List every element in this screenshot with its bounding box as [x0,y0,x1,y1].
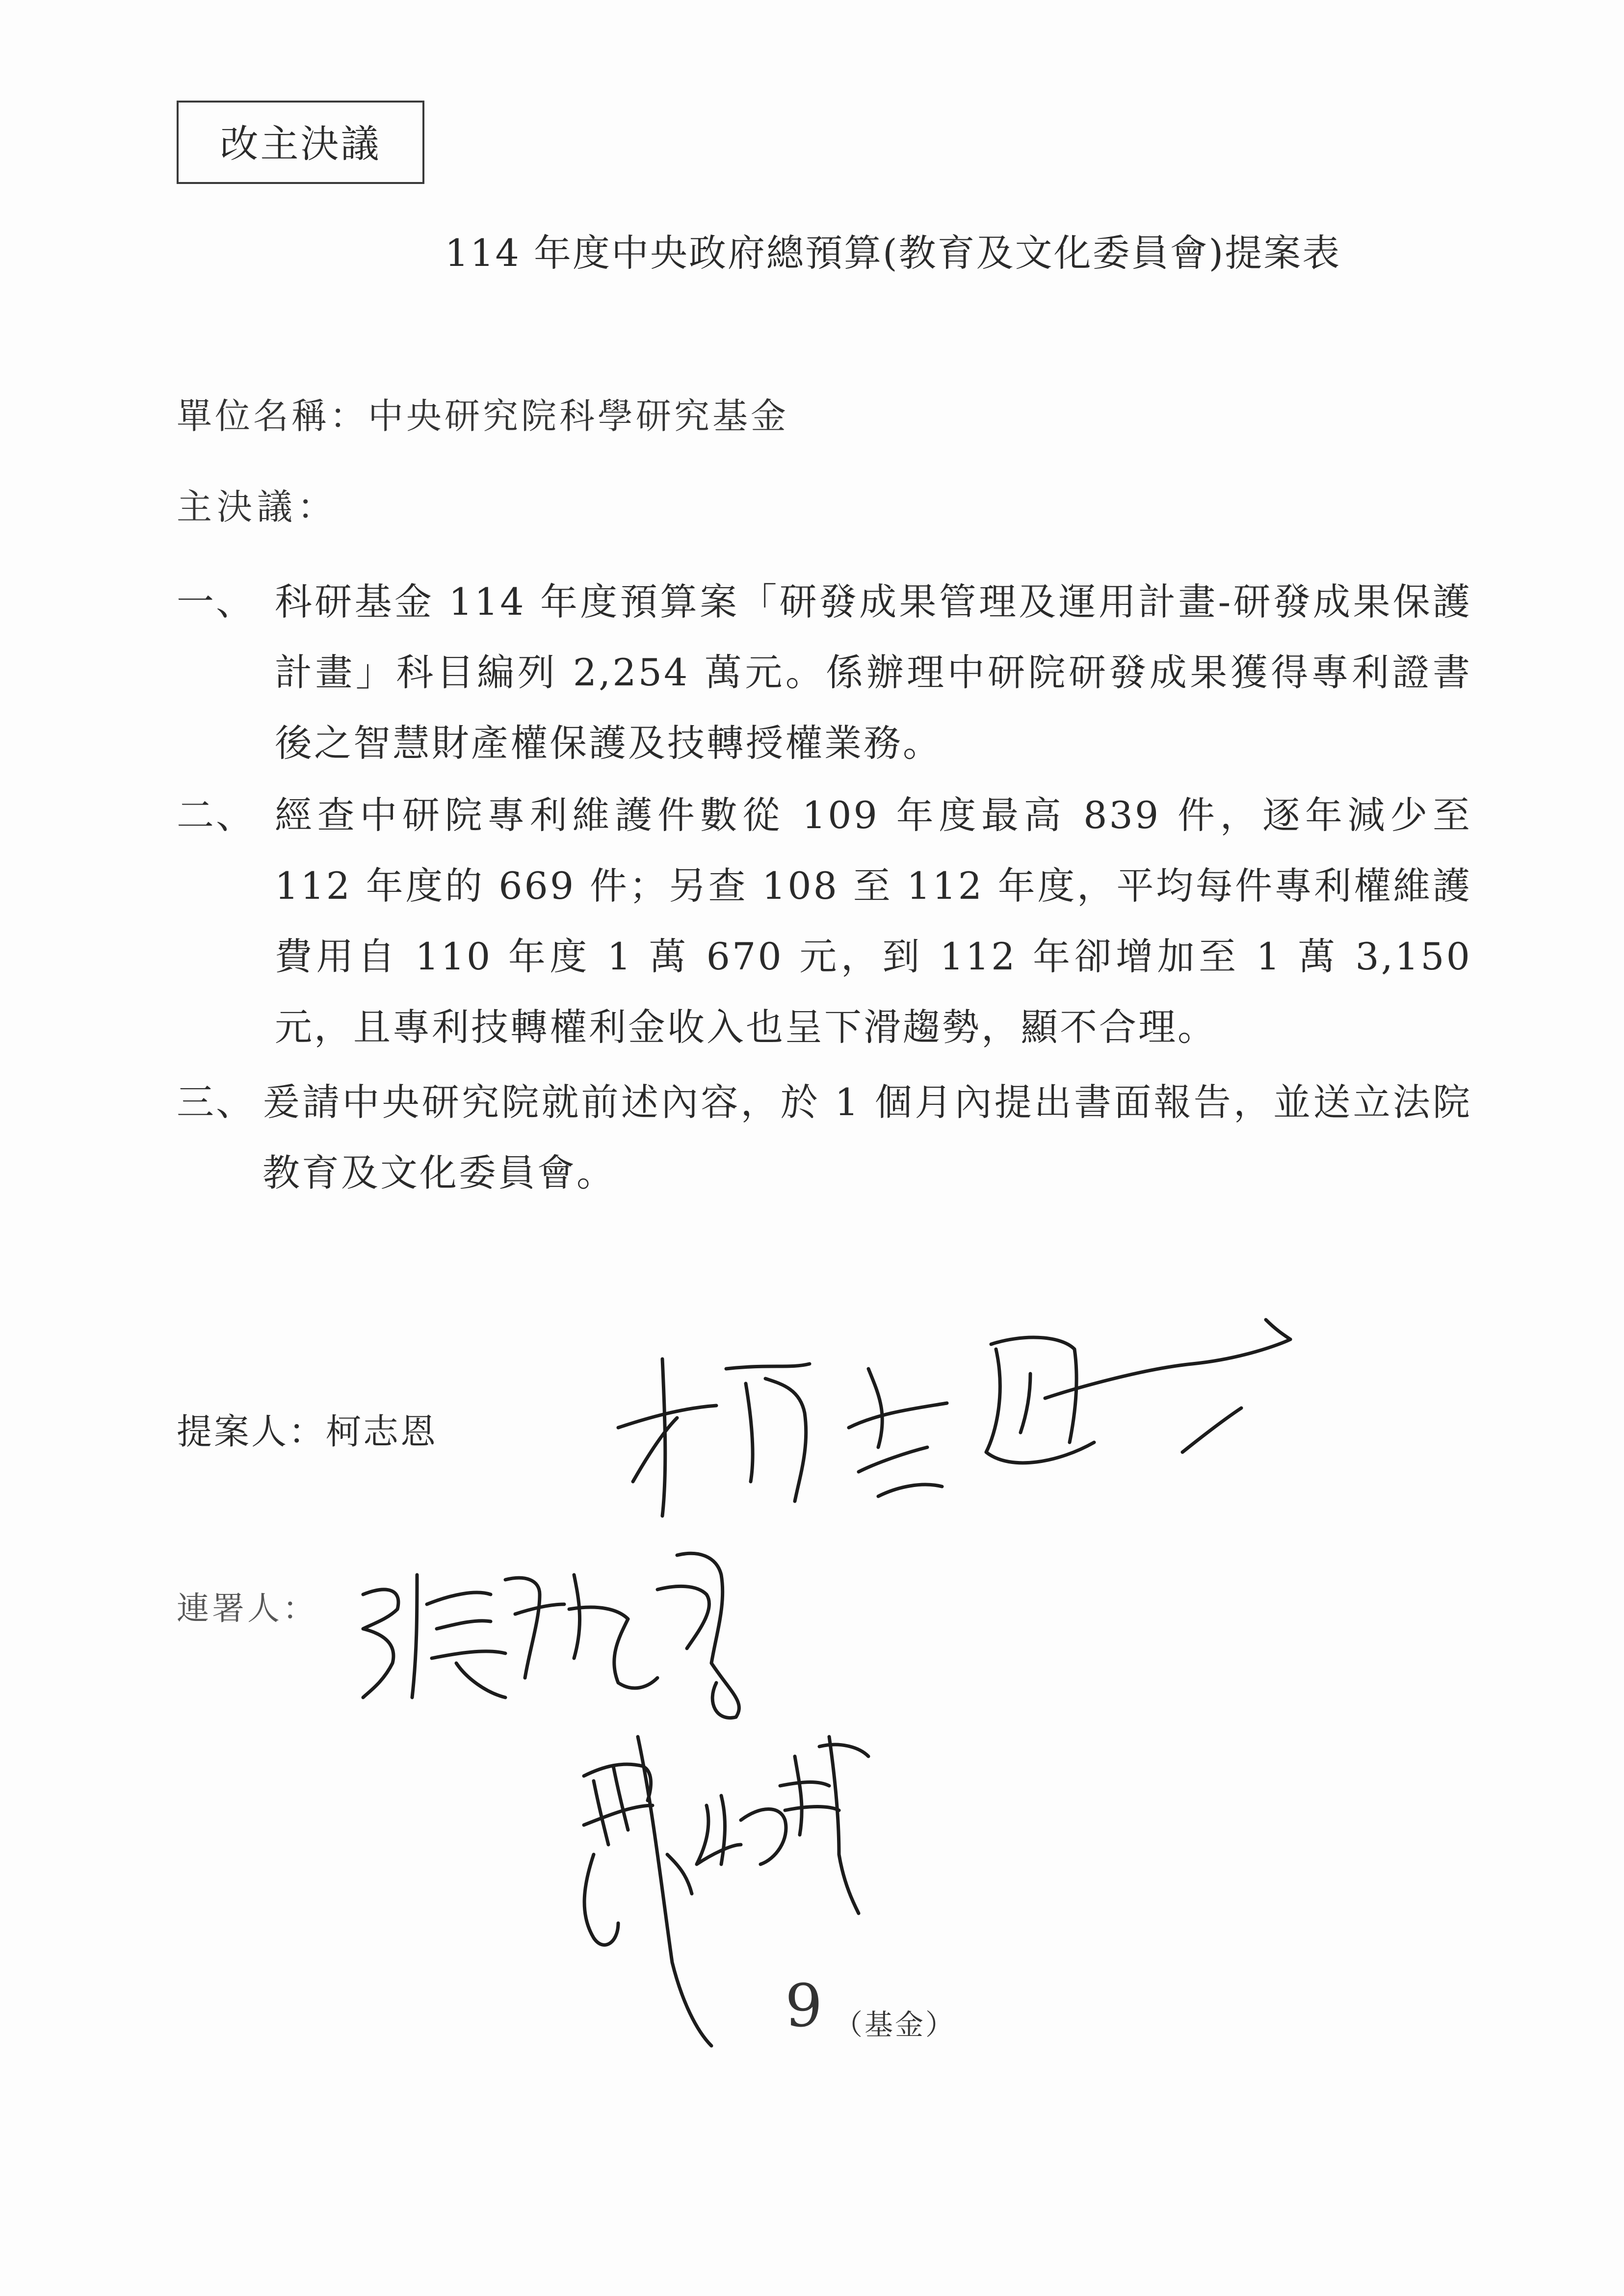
main-resolution-label: 主決議： [177,486,338,527]
amended-resolution-stamp: 改主決議 [177,101,424,184]
page-title: 114 年度中央政府總預算(教育及文化委員會)提案表 [445,231,1341,275]
item-text: 科研基金 114 年度預算案「研發成果管理及運用計畫-研發成果保護計畫」科目編列 2,254 萬元。係辦理中研院研發成果獲得專利證書後之智慧財產權保護及技轉授權業務。 [275,580,1472,765]
proposer-label: 提案人： [177,1411,326,1452]
item-text: 爰請中央研究院就前述內容，於 1 個月內提出書面報告，並送立法院教育及文化委員會。 [262,1080,1472,1195]
item-text: 經查中研院專利維護件數從 109 年度最高 839 件，逐年減少至 112 年度的 669 件；另查 108 至 112 年度，平均每件專利權維護費用自 110 年度 1 萬 670 元，到 112 年卻增加至 1 萬 3,150 元，且專利技轉權利金收入也呈下滑趨勢，顯不合理。 [275,793,1472,1049]
page-number: 9 [785,1972,823,2040]
proposer-signature [603,1285,1339,1560]
cosigner-signature [343,1536,765,1722]
cosigner-label: 連署人： [177,1590,318,1627]
resolution-item [177,567,1472,779]
unit-name-line [177,388,789,439]
item-number: 一、 [177,580,255,624]
item-number: 三、 [177,1080,255,1124]
unit-label: 單位名稱： [177,395,368,437]
unit-value: 中央研究院科學研究基金 [368,395,789,437]
resolution-item [177,780,1472,1063]
proposer-name: 柯志恩 [326,1411,438,1452]
cosigner-signature [564,1707,908,2051]
resolution-item [177,1067,1472,1208]
page-number-suffix: （基金） [834,2008,956,2041]
proposer-line [177,1403,438,1454]
item-number: 二、 [177,793,255,837]
